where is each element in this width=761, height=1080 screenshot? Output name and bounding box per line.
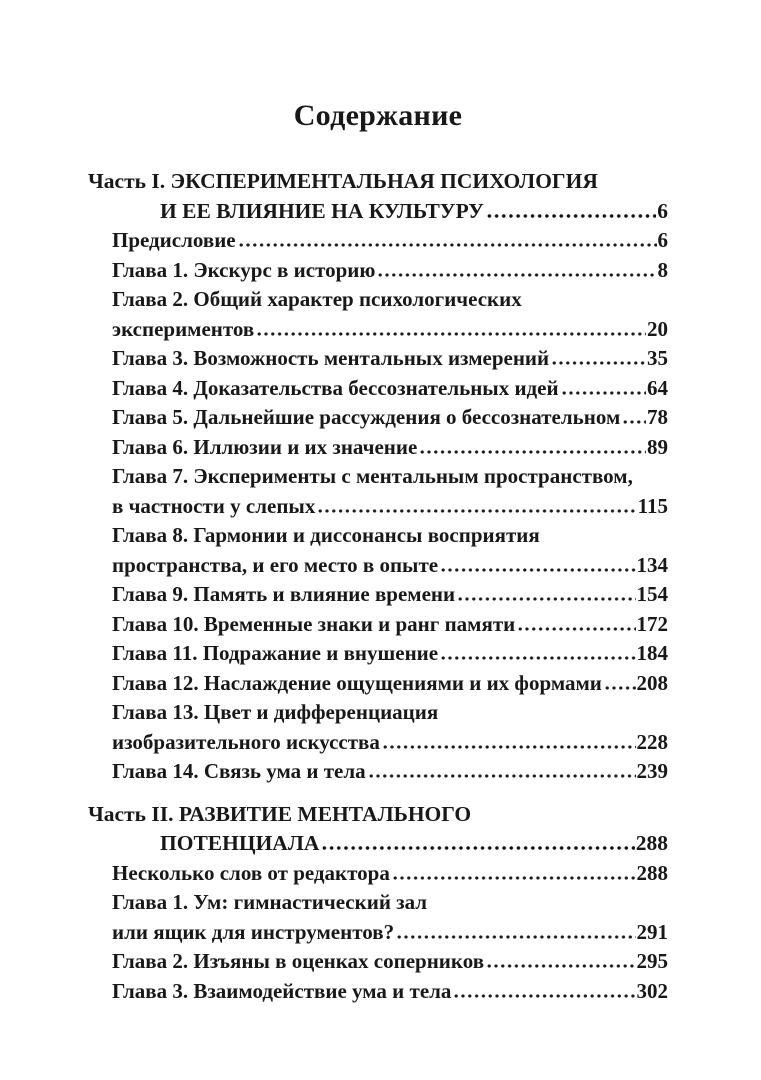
- part-page-number: 288: [635, 831, 668, 855]
- entry-page-number: 89: [647, 434, 668, 459]
- toc-entry: [112, 947, 668, 977]
- entry-text: Предисловие: [112, 228, 236, 252]
- entry-text: Глава 14. Связь ума и тела: [112, 759, 366, 783]
- entry-text-line2: в частности у слепых: [112, 493, 316, 518]
- entry-text-line1: Глава 1. Ум: гимнастический зал: [112, 890, 428, 914]
- toc-entry: [112, 859, 668, 889]
- entry-text: Глава 2. Изъяны в оценках соперников: [112, 949, 485, 973]
- entry-text-line2: изобразительного искусства: [112, 729, 380, 754]
- toc-entry: [112, 521, 668, 580]
- entry-text: Глава 4. Доказательства бессознательных идей: [112, 375, 559, 400]
- toc-entry: [112, 403, 668, 433]
- dot-leader: [441, 568, 635, 572]
- part-title-line2: И ЕЕ ВЛИЯНИЕ НА КУЛЬТУРУ: [160, 198, 484, 223]
- dot-leader: [383, 745, 636, 749]
- dot-leader: [369, 774, 636, 778]
- entry-text: Глава 3. Возможность ментальных измерений: [112, 346, 550, 370]
- dot-leader: [441, 656, 635, 660]
- dot-leader: [623, 420, 646, 424]
- entry-text: Глава 3. Взаимодействие ума и тела: [112, 978, 452, 1003]
- entry-page-number: 172: [636, 611, 668, 636]
- entry-page-number: 8: [657, 257, 668, 282]
- toc-entry: [112, 757, 668, 787]
- entry-page-number: 6: [657, 228, 668, 252]
- part-title-line1: Часть II. РАЗВИТИЕ МЕНТАЛЬНОГО: [88, 801, 472, 826]
- dot-leader: [318, 509, 636, 513]
- toc-entry: [112, 285, 668, 344]
- toc-entry: [112, 462, 668, 521]
- dot-leader: [518, 627, 635, 631]
- dot-leader: [378, 273, 656, 277]
- toc-entry: [112, 639, 668, 669]
- dot-leader: [454, 994, 635, 998]
- toc-entry: [112, 256, 668, 286]
- dot-leader: [458, 597, 635, 601]
- toc-part-heading: [88, 167, 668, 226]
- dot-leader: [420, 450, 646, 454]
- dot-leader: [562, 391, 646, 395]
- entry-text: Глава 9. Память и влияние времени: [112, 582, 456, 606]
- part-title-line2: ПОТЕНЦИАЛА: [160, 831, 320, 855]
- entry-text: Глава 6. Иллюзии и их значение: [112, 434, 418, 459]
- entry-page-number: 295: [636, 949, 668, 973]
- part-title-line1: Часть I. ЭКСПЕРИМЕНТАЛЬНАЯ ПСИХОЛОГИЯ: [88, 169, 598, 193]
- entry-page-number: 154: [636, 582, 668, 606]
- toc-entry: [112, 226, 668, 256]
- entry-text: Глава 5. Дальнейшие рассуждения о бессознательном: [112, 405, 621, 429]
- entry-page-number: 184: [636, 641, 668, 665]
- entry-text-line2: экспериментов: [112, 316, 255, 341]
- entry-page-number: 78: [647, 405, 668, 429]
- entry-page-number: 134: [636, 552, 668, 577]
- dot-leader: [487, 214, 656, 218]
- entry-page-number: 208: [636, 670, 668, 695]
- entry-page-number: 239: [636, 759, 668, 783]
- toc-entry: [112, 433, 668, 463]
- entry-text-line2: или ящик для инструментов?: [112, 919, 395, 944]
- toc-entry: [112, 698, 668, 757]
- entry-text-line1: Глава 2. Общий характер психологических: [112, 287, 522, 311]
- toc-entry: [112, 374, 668, 404]
- entry-text-line1: Глава 13. Цвет и дифференциация: [112, 700, 439, 724]
- entry-text-line2: пространства, и его место в опыте: [112, 552, 439, 577]
- toc-entry: [112, 977, 668, 1007]
- toc-entry: [112, 888, 668, 947]
- dot-leader: [552, 361, 646, 365]
- entry-page-number: 64: [647, 375, 668, 400]
- entry-page-number: 35: [647, 346, 668, 370]
- toc-entry: [112, 669, 668, 699]
- entry-text: Глава 12. Наслаждение ощущениями и их формами: [112, 670, 602, 695]
- dot-leader: [322, 846, 634, 850]
- dot-leader: [257, 332, 646, 336]
- part-page-number: 6: [657, 198, 668, 223]
- toc-entry: [112, 580, 668, 610]
- table-of-contents: [88, 167, 668, 1006]
- toc-entry: [112, 344, 668, 374]
- toc-entry: [112, 610, 668, 640]
- contents-title: Содержание: [293, 99, 463, 132]
- entry-page-number: 20: [647, 316, 668, 341]
- entry-page-number: 288: [636, 860, 668, 885]
- entry-text: Несколько слов от редактора: [112, 860, 390, 885]
- entry-text: Глава 11. Подражание и внушение: [112, 641, 439, 665]
- entry-page-number: 291: [636, 919, 668, 944]
- entry-page-number: 115: [637, 493, 668, 518]
- entry-text: Глава 10. Временные знаки и ранг памяти: [112, 611, 516, 636]
- entry-text-line1: Глава 8. Гармонии и диссонансы восприятия: [112, 523, 540, 547]
- dot-leader: [605, 686, 636, 690]
- toc-part-heading: [88, 800, 668, 859]
- dot-leader: [397, 935, 635, 939]
- dot-leader: [393, 876, 636, 880]
- entry-page-number: 302: [636, 978, 668, 1003]
- entry-text: Глава 1. Экскурс в историю: [112, 257, 376, 282]
- entry-text-line1: Глава 7. Эксперименты с ментальным пространством,: [112, 464, 633, 488]
- entry-page-number: 228: [636, 729, 668, 754]
- dot-leader: [239, 243, 657, 247]
- dot-leader: [487, 964, 635, 968]
